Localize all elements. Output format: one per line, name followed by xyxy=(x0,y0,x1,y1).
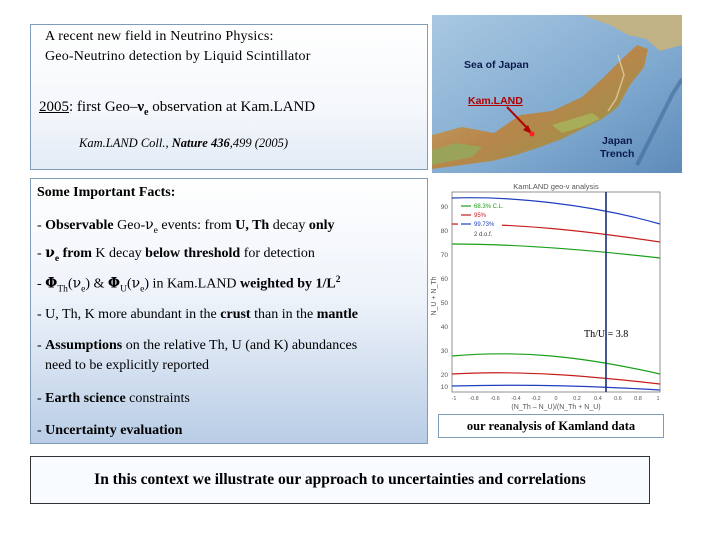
y-tick: 80 xyxy=(440,228,448,235)
context-statement: In this context we illustrate our approach to uncertainties and correlations xyxy=(30,456,650,504)
kamland-contour-plot xyxy=(430,178,666,414)
nu-subscript: e xyxy=(140,284,145,295)
fact-text: - xyxy=(37,218,46,233)
fact-text: Geo- xyxy=(113,218,146,233)
nu-symbol: ν xyxy=(45,245,55,261)
citation-authors: Kam.LAND Coll., xyxy=(79,136,172,150)
x-tick: 0.4 xyxy=(594,396,602,402)
fact-text: on the relative Th, U (and K) abundances xyxy=(122,338,358,353)
dof-label: 2 d.o.f. xyxy=(474,232,493,238)
facts-panel xyxy=(30,178,428,444)
x-tick: -0.2 xyxy=(531,396,541,402)
y-tick: 10 xyxy=(440,384,448,391)
x-tick: -1 xyxy=(451,396,457,402)
fact-text: decay xyxy=(269,218,309,233)
observation-text-2: observation at Kam.LAND xyxy=(148,99,316,115)
observation-text: : first Geo– xyxy=(69,99,138,115)
x-tick: 0.2 xyxy=(573,396,581,402)
fact-text: - xyxy=(37,338,46,353)
nu-subscript: e xyxy=(81,284,86,295)
th-u-annotation: Th/U = 3.8 xyxy=(584,329,629,340)
fact-bold: Assumptions xyxy=(45,338,123,353)
fact-text: - xyxy=(37,423,46,438)
legend-entry: 99.73% xyxy=(474,222,495,228)
y-tick: 70 xyxy=(440,252,448,259)
y-tick: 50 xyxy=(440,300,448,307)
y-tick: 40 xyxy=(440,324,448,331)
fact-text: constraints xyxy=(125,391,190,406)
fact-text: ( xyxy=(67,276,73,292)
phi-subscript: Th xyxy=(57,284,68,295)
fact-bold: mantle xyxy=(316,307,358,322)
japan-trench-line-1: Japan xyxy=(602,135,633,147)
x-tick: 0 xyxy=(554,396,558,402)
fact-bold: U, Th xyxy=(235,218,270,233)
fact-earth-science xyxy=(37,391,190,407)
fact-abundance xyxy=(37,307,358,323)
x-tick: -0.8 xyxy=(469,396,479,402)
fact-uncertainty xyxy=(37,423,182,439)
fact-text: than in the xyxy=(250,307,317,322)
y-tick: 20 xyxy=(440,372,448,379)
phi-symbol: Φ xyxy=(107,275,121,292)
fact-bold: Observable xyxy=(45,218,114,233)
nu-subscript: e xyxy=(153,225,158,236)
japan-trench-line-2: Trench xyxy=(600,148,635,160)
fact-bold: crust xyxy=(220,307,251,322)
phi-subscript: U xyxy=(120,284,127,295)
fact-bold: Earth science xyxy=(45,391,126,406)
nu-symbol: ν xyxy=(72,275,82,292)
plot-caption: our reanalysis of Kamland data xyxy=(438,414,664,438)
observation-year: 2005 xyxy=(39,99,69,115)
fact-potassium xyxy=(37,245,315,264)
kamland-label: Kam.LAND xyxy=(468,95,523,107)
fact-bold: from xyxy=(59,246,92,261)
x-tick: 1 xyxy=(656,396,660,402)
plot-figure xyxy=(430,178,666,414)
japan-relief-map xyxy=(432,15,682,173)
title-line-2: Geo-Neutrino detection by Liquid Scintillator xyxy=(45,49,311,64)
map-graphic xyxy=(432,15,682,173)
nu-subscript: e xyxy=(54,253,60,264)
nu-subscript: e xyxy=(144,107,149,118)
citation-pages: ,499 (2005) xyxy=(229,136,289,150)
phi-symbol: Φ xyxy=(45,275,58,292)
fact-bold: below threshold xyxy=(145,246,241,261)
fact-text: ( xyxy=(126,276,132,292)
fact-observable xyxy=(37,217,335,236)
fact-text: - xyxy=(37,246,46,261)
fact-text: ) & xyxy=(85,276,108,292)
citation-journal: Nature xyxy=(171,136,208,150)
x-tick: -0.4 xyxy=(511,396,521,402)
fact-text: for detection xyxy=(240,246,315,261)
fact-bold: weighted by 1/L xyxy=(240,276,336,292)
fact-text: - xyxy=(37,391,46,406)
fact-text: - U, Th, K more abundant in the xyxy=(37,307,221,322)
title-panel xyxy=(30,24,428,170)
nu-symbol: ν xyxy=(145,217,154,233)
fact-flux-weighting xyxy=(37,275,340,294)
x-tick: 0.6 xyxy=(614,396,622,402)
citation-volume: 436 xyxy=(207,136,230,150)
x-tick-labels xyxy=(452,396,660,402)
nu-symbol: ν xyxy=(137,99,145,115)
citation xyxy=(79,136,288,151)
fact-assumptions xyxy=(37,338,357,354)
title-line-1: A recent new field in Neutrino Physics: xyxy=(45,29,274,44)
fact-text: ) in Kam.LAND xyxy=(144,276,241,292)
x-tick: 0.8 xyxy=(634,396,642,402)
legend-entry: 68.3% C.L. xyxy=(474,204,504,210)
japan-trench-label xyxy=(600,135,634,161)
fact-text: events: from xyxy=(157,218,236,233)
plot-xlabel: (N_Th – N_U)/(N_Th + N_U) xyxy=(511,404,601,411)
plot-title: KamLAND geo-ν analysis xyxy=(513,182,599,191)
fact-assumptions-cont: need to be explicitly reported xyxy=(45,358,210,373)
y-tick: 60 xyxy=(440,276,448,283)
y-tick: 90 xyxy=(440,204,448,211)
sea-of-japan-label: Sea of Japan xyxy=(464,59,529,71)
fact-bold: only xyxy=(308,218,335,233)
fact-superscript: 2 xyxy=(335,275,341,285)
fact-bold: Uncertainty evaluation xyxy=(45,423,183,438)
observation-line xyxy=(39,99,315,118)
y-tick: 30 xyxy=(440,348,448,355)
nu-symbol: ν xyxy=(131,275,141,292)
y-tick-labels xyxy=(441,204,449,391)
fact-text: - xyxy=(37,276,46,292)
x-tick: -0.6 xyxy=(490,396,500,402)
facts-heading: Some Important Facts: xyxy=(37,185,176,200)
legend-entry: 95% xyxy=(474,213,487,219)
fact-text: K decay xyxy=(91,246,146,261)
plot-ylabel: N_U + N_Th xyxy=(431,276,438,316)
